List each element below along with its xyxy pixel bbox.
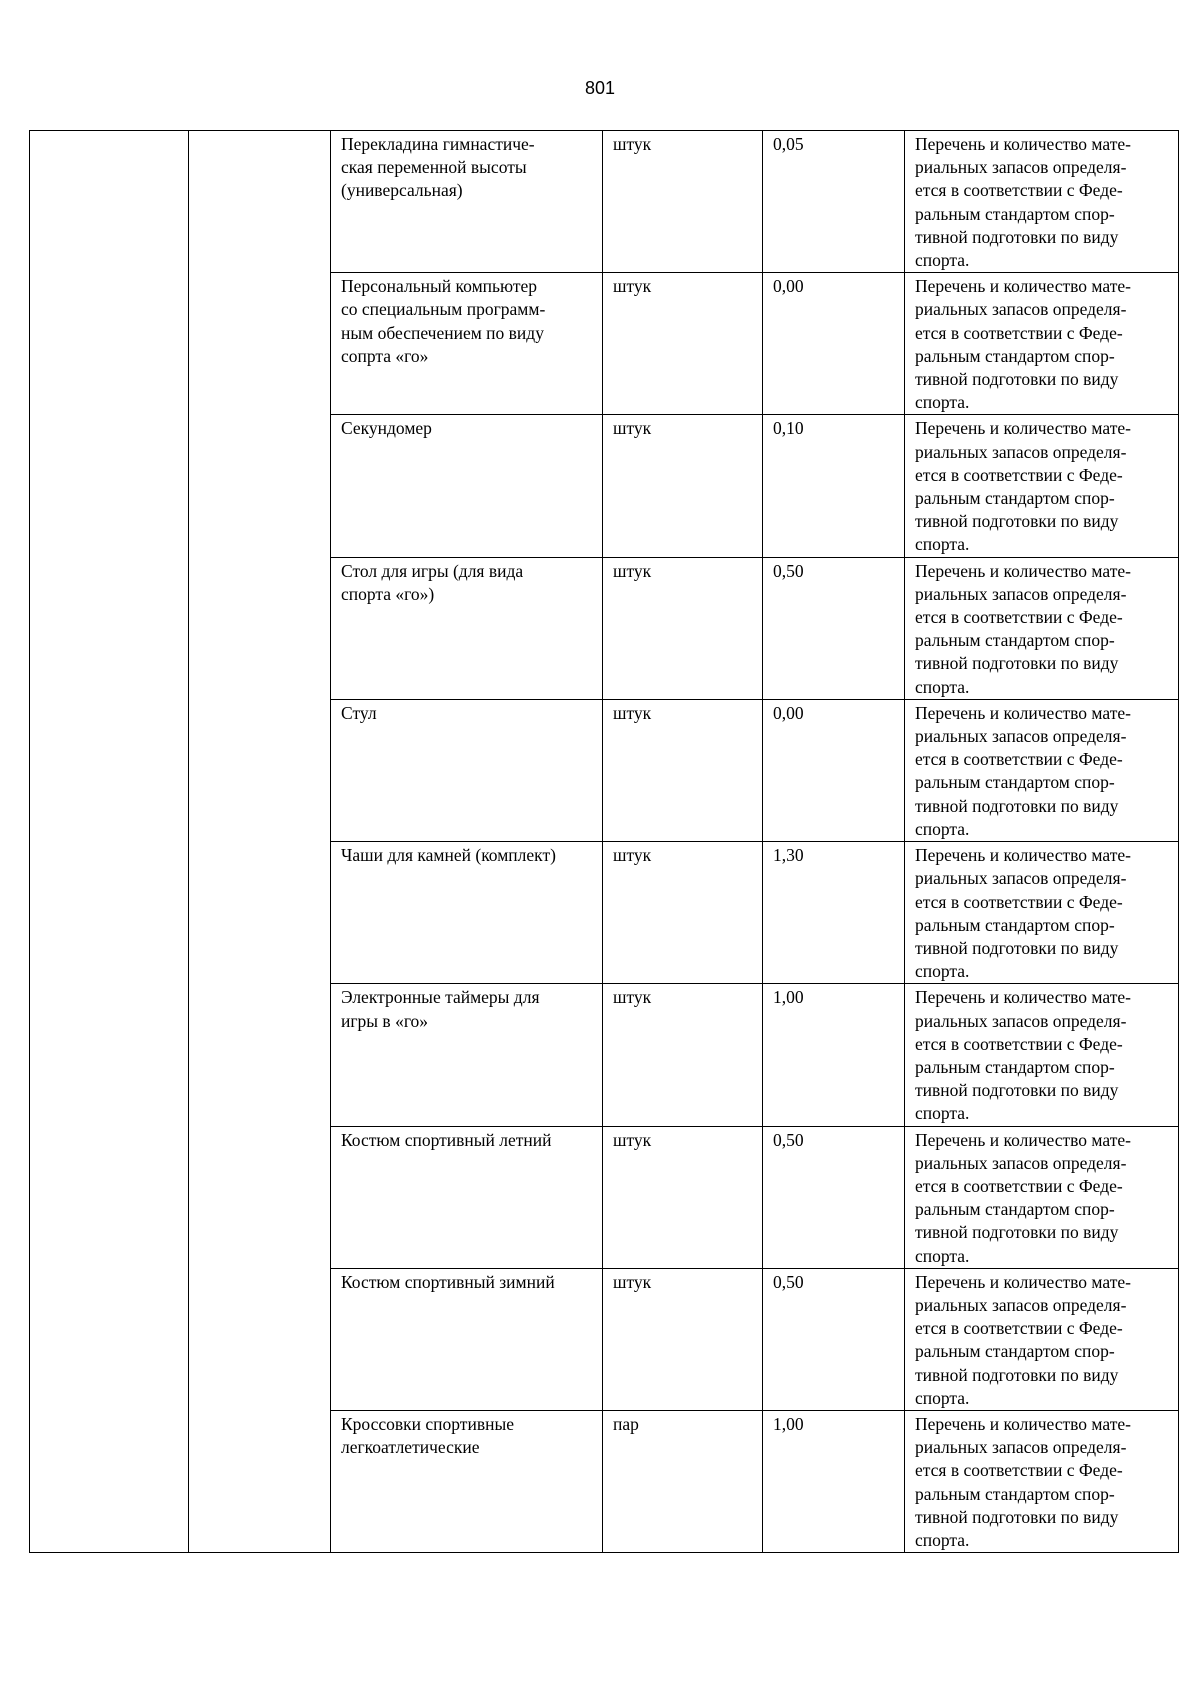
- note-cell: Перечень и количество мате- риальных запасов определя- ется в соответствии с Феде- ральным стандартом спор- тивной подготовки по виду спорта.: [905, 415, 1179, 557]
- note-cell: Перечень и количество мате- риальных запасов определя- ется в соответствии с Феде- ральным стандартом спор- тивной подготовки по виду спорта.: [905, 699, 1179, 841]
- table-row: [30, 131, 1179, 273]
- table-body: [30, 131, 1179, 1553]
- item-cell: Чаши для камней (комплект): [331, 842, 603, 984]
- item-cell: Стул: [331, 699, 603, 841]
- note-cell: Перечень и количество мате- риальных запасов определя- ется в соответствии с Феде- ральным стандартом спор- тивной подготовки по виду спорта.: [905, 842, 1179, 984]
- unit-cell: пар: [603, 1410, 763, 1552]
- note-cell: Перечень и количество мате- риальных запасов определя- ется в соответствии с Феде- ральным стандартом спор- тивной подготовки по виду спорта.: [905, 1126, 1179, 1268]
- note-cell: Перечень и количество мате- риальных запасов определя- ется в соответствии с Феде- ральным стандартом спор- тивной подготовки по виду спорта.: [905, 131, 1179, 273]
- quantity-cell: 0,00: [763, 273, 905, 415]
- item-cell: Стол для игры (для вида спорта «го»): [331, 557, 603, 699]
- unit-cell: штук: [603, 557, 763, 699]
- unit-cell: штук: [603, 1126, 763, 1268]
- materials-table: [29, 130, 1179, 1553]
- note-cell: Перечень и количество мате- риальных запасов определя- ется в соответствии с Феде- ральным стандартом спор- тивной подготовки по виду спорта.: [905, 557, 1179, 699]
- unit-cell: штук: [603, 842, 763, 984]
- blank-cell-left: [30, 131, 189, 1553]
- note-cell: Перечень и количество мате- риальных запасов определя- ется в соответствии с Феде- ральным стандартом спор- тивной подготовки по виду спорта.: [905, 273, 1179, 415]
- item-cell: Перекладина гимнастиче- ская переменной высоты (универсальная): [331, 131, 603, 273]
- item-cell: Электронные таймеры для игры в «го»: [331, 984, 603, 1126]
- note-cell: Перечень и количество мате- риальных запасов определя- ется в соответствии с Феде- ральным стандартом спор- тивной подготовки по виду спорта.: [905, 1410, 1179, 1552]
- item-cell: Костюм спортивный летний: [331, 1126, 603, 1268]
- item-cell: Костюм спортивный зимний: [331, 1268, 603, 1410]
- quantity-cell: 1,30: [763, 842, 905, 984]
- quantity-cell: 0,50: [763, 1268, 905, 1410]
- quantity-cell: 1,00: [763, 984, 905, 1126]
- blank-cell-second: [189, 131, 331, 1553]
- quantity-cell: 0,50: [763, 557, 905, 699]
- note-cell: Перечень и количество мате- риальных запасов определя- ется в соответствии с Феде- ральным стандартом спор- тивной подготовки по виду спорта.: [905, 1268, 1179, 1410]
- quantity-cell: 0,50: [763, 1126, 905, 1268]
- note-cell: Перечень и количество мате- риальных запасов определя- ется в соответствии с Феде- ральным стандартом спор- тивной подготовки по виду спорта.: [905, 984, 1179, 1126]
- unit-cell: штук: [603, 131, 763, 273]
- item-cell: Персональный компьютер со специальным программ- ным обеспечением по виду сопрта «го»: [331, 273, 603, 415]
- unit-cell: штук: [603, 273, 763, 415]
- quantity-cell: 0,10: [763, 415, 905, 557]
- unit-cell: штук: [603, 984, 763, 1126]
- quantity-cell: 0,05: [763, 131, 905, 273]
- unit-cell: штук: [603, 1268, 763, 1410]
- page-number: 801: [584, 78, 616, 98]
- item-cell: Секундомер: [331, 415, 603, 557]
- unit-cell: штук: [603, 415, 763, 557]
- quantity-cell: 0,00: [763, 699, 905, 841]
- unit-cell: штук: [603, 699, 763, 841]
- item-cell: Кроссовки спортивные легкоатлетические: [331, 1410, 603, 1552]
- quantity-cell: 1,00: [763, 1410, 905, 1552]
